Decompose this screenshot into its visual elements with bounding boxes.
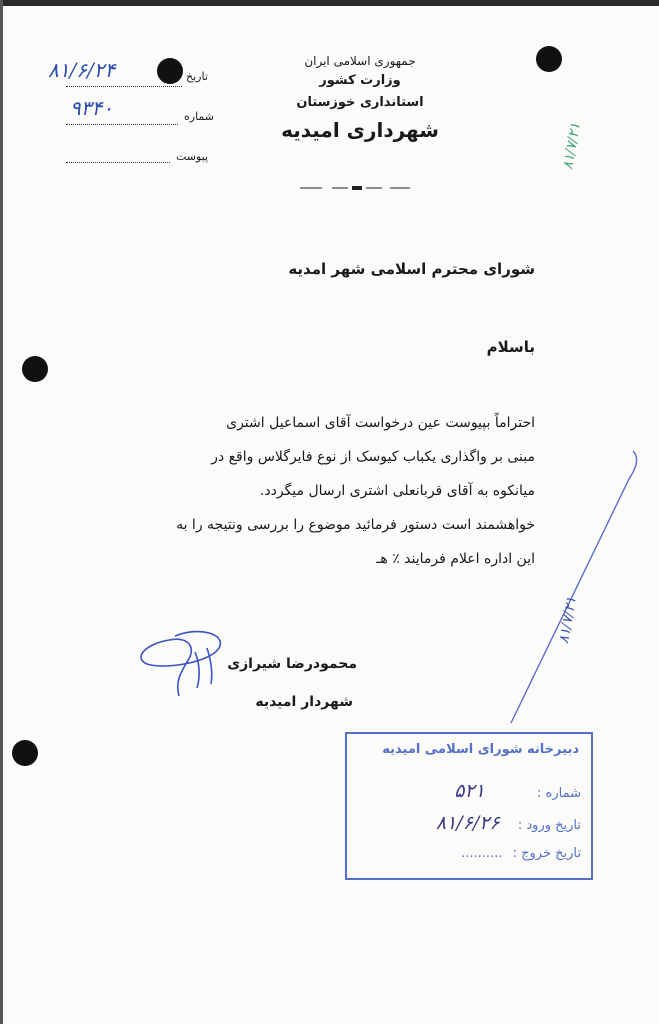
signer-title: شهردار امیدیه — [255, 694, 353, 710]
signer-name: محمودرضا شیرازی — [227, 656, 357, 672]
letterhead — [260, 52, 460, 146]
stamp-exit-dots: .......... — [461, 846, 503, 861]
attachment-line — [66, 162, 170, 163]
letterhead-divider — [300, 186, 410, 190]
punch-hole-top-left — [157, 58, 183, 84]
margin-note-top: ۸۱/۷/۲۱ — [560, 121, 584, 171]
handwritten-signature — [135, 618, 235, 708]
stamp-entry-value: ۸۱/۶/۲۶ — [435, 812, 500, 834]
punch-hole-middle — [22, 356, 48, 382]
number-value: ۹۳۴۰ — [70, 96, 113, 120]
stamp-title: دبیرخانه شورای اسلامی امیدیه — [382, 742, 579, 757]
greeting: باسلام — [486, 338, 535, 356]
body-line-5: این اداره اعلام فرمایند ٪ هـ — [376, 551, 535, 567]
diagonal-pen-mark — [505, 445, 645, 730]
number-label: شماره — [184, 110, 215, 123]
body-line-2: مبنی بر واگذاری یکباب کیوسک از نوع فایرگلاس واقع در — [211, 449, 535, 465]
margin-note-side: ۸۱/۷/۲۱ — [556, 595, 580, 645]
stamp-entry-label: تاریخ ورود : — [517, 818, 581, 833]
punch-hole-top-right — [536, 46, 562, 72]
scan-border-top — [0, 0, 659, 6]
date-value: ۸۱/۶/۲۴ — [48, 58, 116, 82]
scan-border-left — [0, 0, 3, 1024]
stamp-number-row — [454, 780, 581, 802]
stamp-number-value: ۵۲۱ — [454, 780, 485, 802]
attachment-label: پیوست — [176, 150, 209, 163]
stamp-number-label: شماره : — [537, 786, 581, 801]
stamp-exit-label: تاریخ خروج : — [512, 846, 581, 861]
date-line — [66, 86, 182, 87]
council-stamp — [345, 732, 593, 880]
letterhead-ministry: وزارت کشور — [319, 73, 401, 88]
letterhead-province: استانداری خوزستان — [296, 95, 424, 110]
date-label: تاریخ — [186, 70, 208, 83]
letterhead-municipality: شهرداری امیدیه — [281, 118, 439, 142]
letterhead-country: جمهوری اسلامی ایران — [304, 54, 416, 68]
body-line-1: احتراماً بپیوست عین درخواست آقای اسماعیل اشتری — [226, 415, 535, 431]
stamp-exit-row — [461, 846, 581, 861]
number-line — [66, 124, 178, 125]
body-line-4: خواهشمند است دستور فرمائید موضوع را بررسی ونتیجه را به — [176, 517, 535, 533]
punch-hole-bottom — [12, 740, 38, 766]
recipient: شورای محترم اسلامی شهر امدیه — [288, 260, 535, 278]
body-line-3: میانکوه به آقای قربانعلی اشتری ارسال میگردد. — [259, 483, 535, 499]
stamp-entry-row — [436, 812, 581, 834]
